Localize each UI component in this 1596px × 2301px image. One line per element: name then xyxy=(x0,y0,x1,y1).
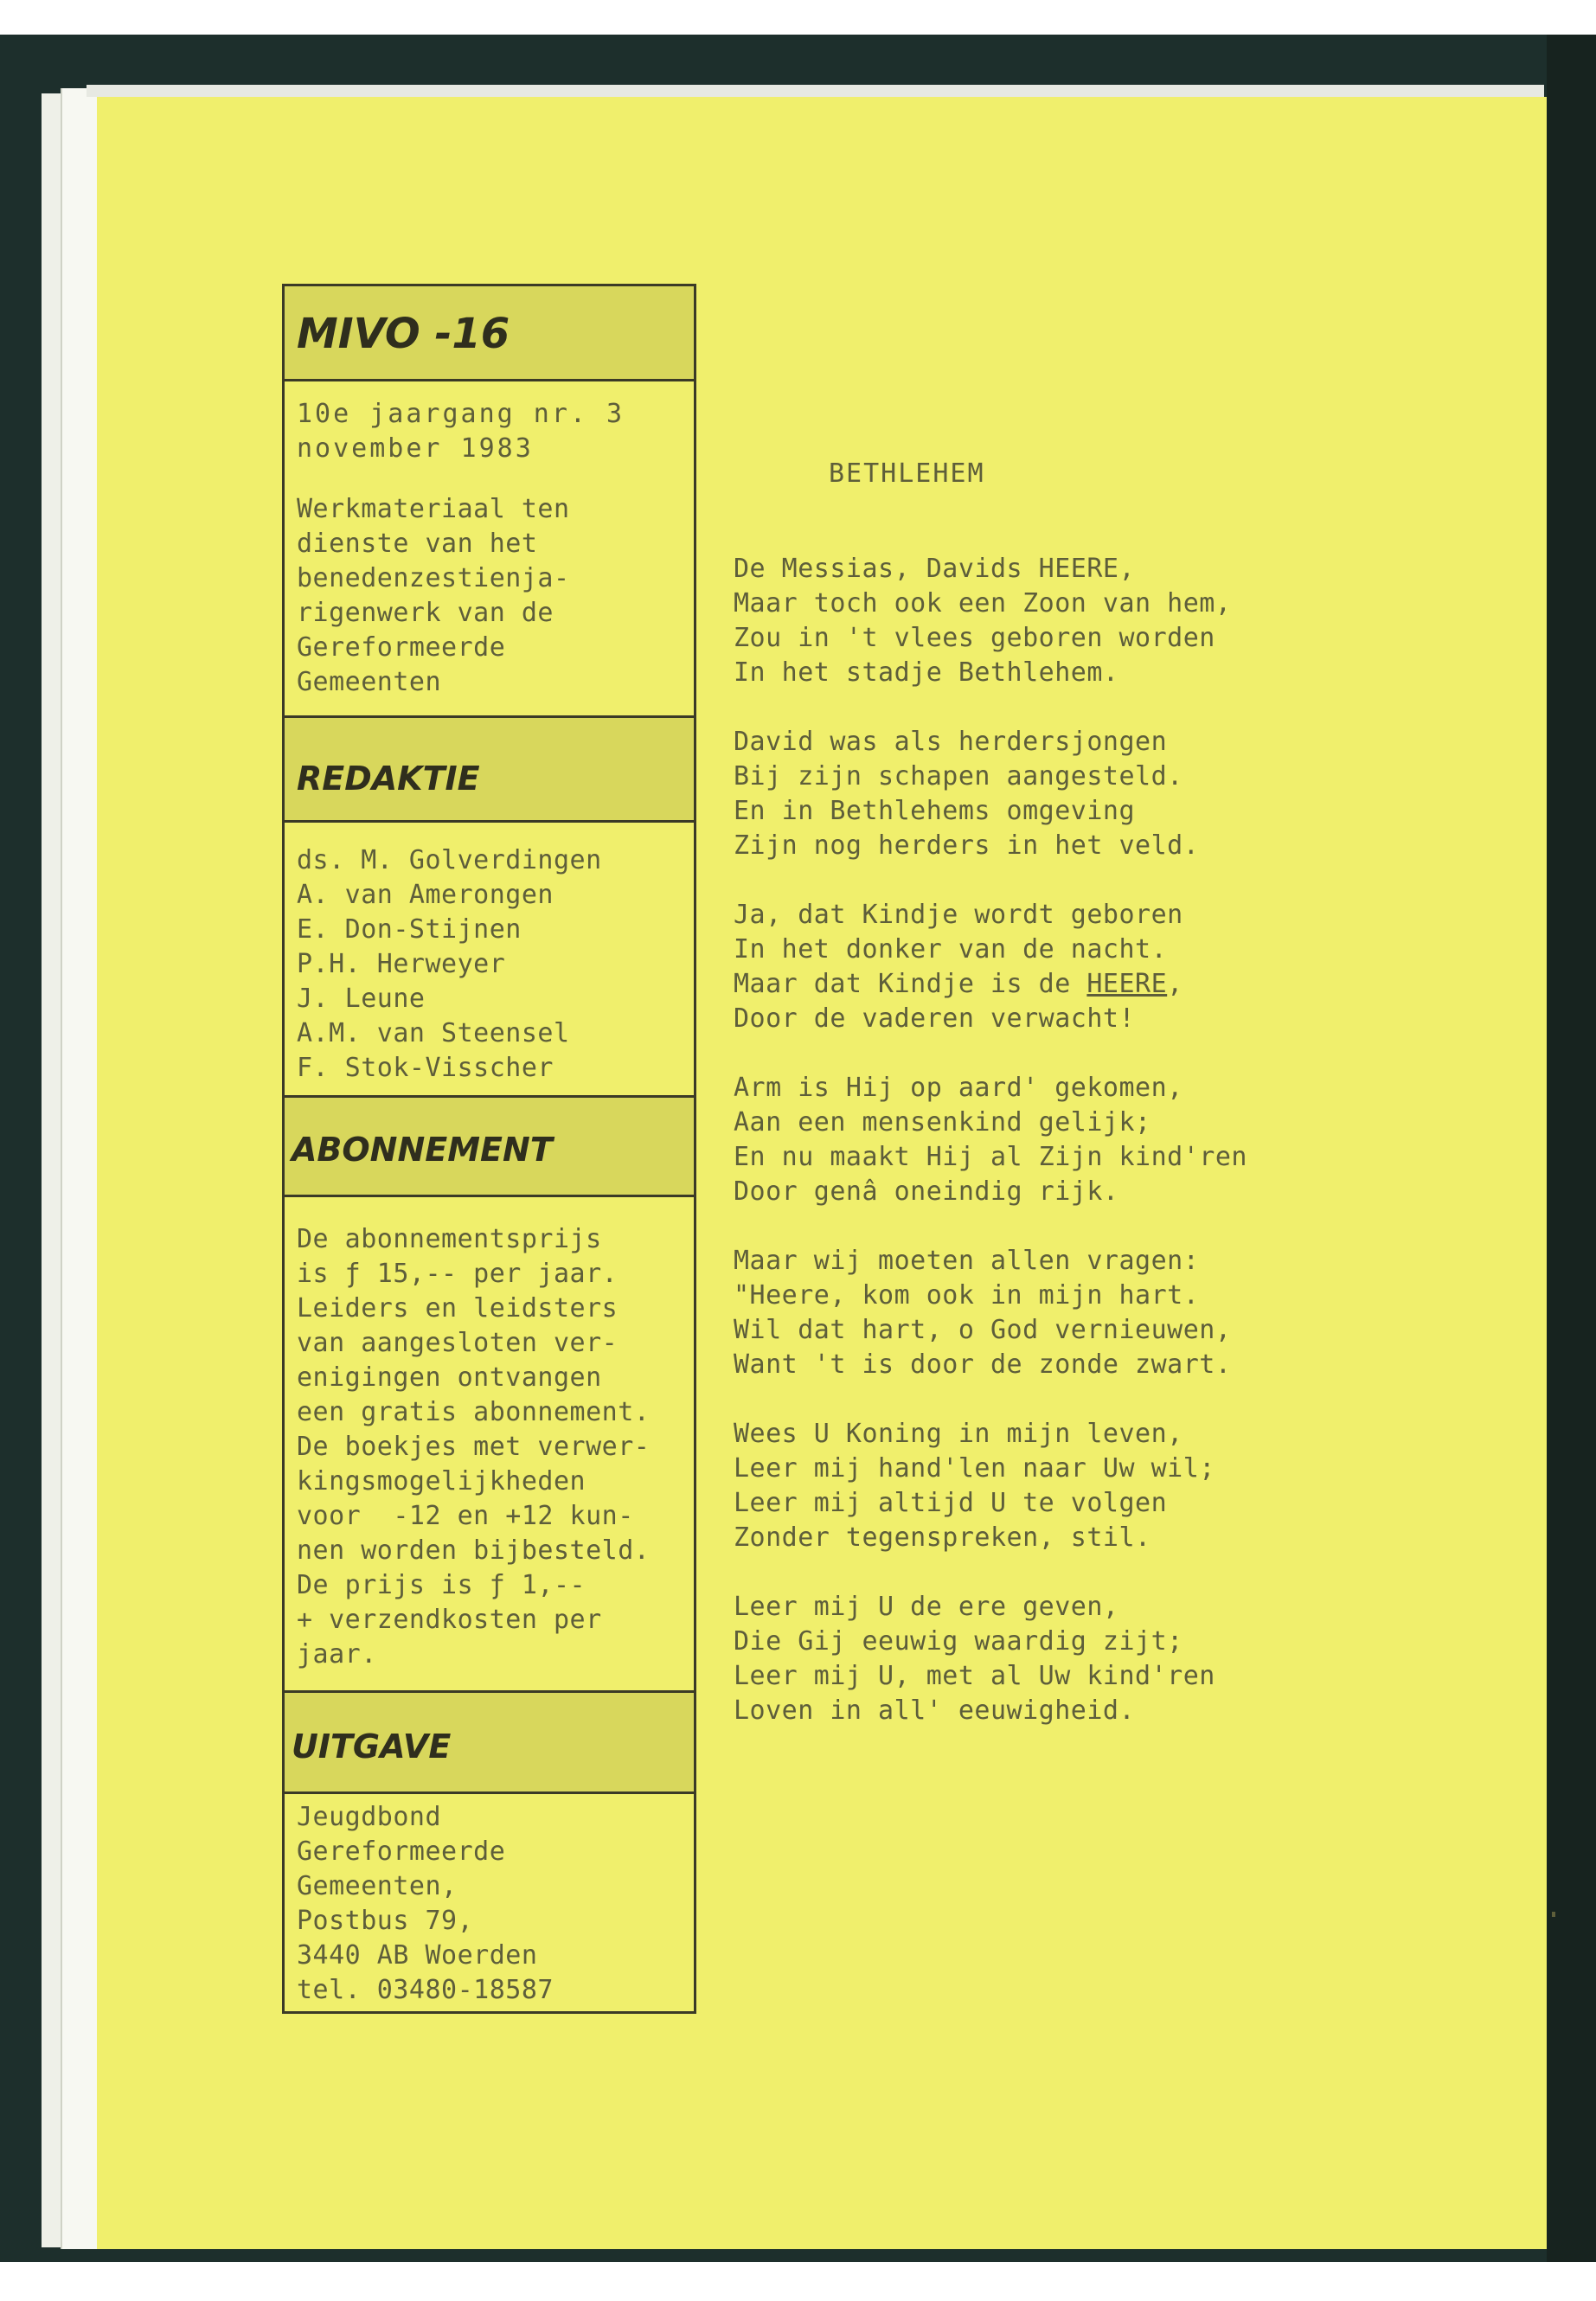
poem-line: Aan een mensenkind gelijk; xyxy=(734,1107,1151,1138)
editor-name: ds. M. Golverdingen xyxy=(297,845,602,875)
colophon-box xyxy=(282,284,696,2014)
poem-stanza xyxy=(734,725,1391,863)
poem-line xyxy=(734,967,1391,1002)
poem-line-punctuation: , xyxy=(1167,969,1183,999)
poem-stanza xyxy=(734,898,1391,1036)
address-line: 3440 AB Woerden xyxy=(297,1940,538,1971)
poem-stanza xyxy=(734,1071,1391,1209)
poem-line: Leer mij U de ere geven, xyxy=(734,1592,1119,1622)
magazine-description xyxy=(297,492,686,700)
poem-line: Door genâ oneindig rijk. xyxy=(734,1176,1119,1207)
abonnement-line: voor -12 en +12 kun- xyxy=(297,1501,634,1531)
poem-stanza xyxy=(734,552,1391,690)
poem-line: Wil dat hart, o God vernieuwen, xyxy=(734,1315,1232,1345)
binder-spine xyxy=(1547,35,1596,2262)
poem-line: Want 't is door de zonde zwart. xyxy=(734,1349,1232,1380)
poem-line: Maar wij moeten allen vragen: xyxy=(734,1246,1200,1276)
poem-line: Loven in all' eeuwigheid. xyxy=(734,1695,1136,1726)
description-line: Gemeenten xyxy=(297,667,442,697)
page-stack-edge-inner xyxy=(61,88,97,2249)
description-line: benedenzestienja- xyxy=(297,563,570,593)
poem-line-text: Maar dat Kindje is de xyxy=(734,969,1087,999)
uitgave-heading: UITGAVE xyxy=(285,1693,694,1794)
redaktie-heading: REDAKTIE xyxy=(285,718,694,823)
issue-number: 10e jaargang nr. 3 xyxy=(297,399,625,429)
editor-name: A. van Amerongen xyxy=(297,880,554,910)
poem-line: "Heere, kom ook in mijn hart. xyxy=(734,1280,1200,1311)
abonnement-line: De abonnementsprijs xyxy=(297,1224,602,1254)
poem-line: Wees U Koning in mijn leven, xyxy=(734,1419,1183,1449)
description-line: dienste van het xyxy=(297,529,538,559)
abonnement-text xyxy=(297,1222,686,1672)
address-line: Postbus 79, xyxy=(297,1906,474,1936)
redaktie-list xyxy=(297,843,686,1086)
abonnement-line: een gratis abonnement. xyxy=(297,1397,651,1427)
abonnement-line: Leiders en leidsters xyxy=(297,1293,619,1324)
poem-line: Zijn nog herders in het veld. xyxy=(734,830,1200,861)
poem-line: Ja, dat Kindje wordt geboren xyxy=(734,900,1183,930)
abonnement-heading: ABONNEMENT xyxy=(285,1098,694,1197)
poem-line: David was als herdersjongen xyxy=(734,727,1168,757)
poem-line: Bij zijn schapen aangesteld. xyxy=(734,761,1183,792)
magazine-title: MIVO -16 xyxy=(285,286,694,381)
address-line: Gemeenten, xyxy=(297,1871,458,1901)
abonnement-line: De boekjes met verwer- xyxy=(297,1432,651,1462)
description-line: Werkmateriaal ten xyxy=(297,494,570,524)
poem-stanza xyxy=(734,1417,1391,1555)
address-line: Gereformeerde xyxy=(297,1836,506,1867)
description-line: rigenwerk van de xyxy=(297,598,554,628)
poem-stanza xyxy=(734,1590,1391,1728)
abonnement-line: jaar. xyxy=(297,1639,377,1670)
abonnement-line: enigingen ontvangen xyxy=(297,1362,602,1393)
poem-line: Leer mij U, met al Uw kind'ren xyxy=(734,1661,1215,1691)
poem-line: Leer mij altijd U te volgen xyxy=(734,1488,1168,1518)
editor-name: E. Don-Stijnen xyxy=(297,914,522,945)
poem-line: Die Gij eeuwig waardig zijt; xyxy=(734,1626,1183,1657)
poem-line: En nu maakt Hij al Zijn kind'ren xyxy=(734,1142,1247,1172)
editor-name: F. Stok-Visscher xyxy=(297,1053,554,1083)
poem xyxy=(734,552,1391,1763)
editor-name: A.M. van Steensel xyxy=(297,1018,570,1048)
poem-line: Leer mij hand'len naar Uw wil; xyxy=(734,1453,1215,1484)
abonnement-line: nen worden bijbesteld. xyxy=(297,1535,651,1566)
abonnement-line: kingsmogelijkheden xyxy=(297,1466,586,1497)
editor-name: J. Leune xyxy=(297,984,426,1014)
underlined-word: HEERE xyxy=(1086,969,1168,999)
poem-line: In het donker van de nacht. xyxy=(734,934,1168,965)
poem-line: Door de vaderen verwacht! xyxy=(734,1003,1136,1034)
abonnement-line: van aangesloten ver- xyxy=(297,1328,619,1358)
issue-info xyxy=(297,397,686,466)
poem-line: Arm is Hij op aard' gekomen, xyxy=(734,1073,1183,1103)
poem-line: In het stadje Bethlehem. xyxy=(734,657,1119,688)
poem-line: Zou in 't vlees geboren worden xyxy=(734,623,1215,653)
editor-name: P.H. Herweyer xyxy=(297,949,506,979)
poem-line: En in Bethlehems omgeving xyxy=(734,796,1136,826)
poem-stanza xyxy=(734,1244,1391,1382)
poem-line: De Messias, Davids HEERE, xyxy=(734,554,1136,584)
address-line: tel. 03480-18587 xyxy=(297,1975,554,2005)
uitgave-address xyxy=(297,1800,686,2008)
abonnement-line: is ƒ 15,-- per jaar. xyxy=(297,1259,619,1289)
poem-line: Maar toch ook een Zoon van hem, xyxy=(734,588,1232,619)
page-top-edge xyxy=(87,85,1544,97)
poem-line: Zonder tegenspreken, stil. xyxy=(734,1522,1151,1553)
description-line: Gereformeerde xyxy=(297,632,506,663)
issue-date: november 1983 xyxy=(297,433,534,464)
address-line: Jeugdbond xyxy=(297,1802,442,1832)
abonnement-line: + verzendkosten per xyxy=(297,1605,602,1635)
poem-title: BETHLEHEM xyxy=(829,458,985,489)
abonnement-line: De prijs is ƒ 1,-- xyxy=(297,1570,586,1600)
page-speck xyxy=(1552,1912,1555,1917)
